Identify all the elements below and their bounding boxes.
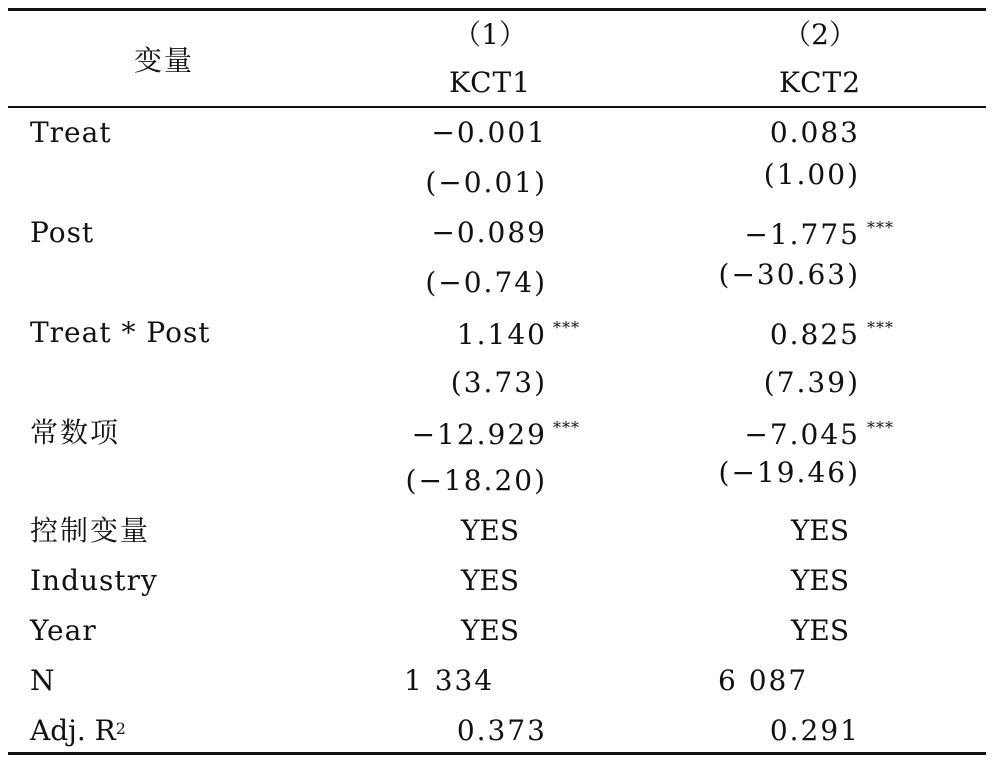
coef-treat-col1: −0.001 (431, 116, 547, 149)
row-label-treat-post: Treat * Post (30, 316, 211, 349)
tstat-treat-col2: (1.00) (763, 158, 860, 191)
industry-col2: YES (790, 564, 850, 597)
stars-treat-post-col1: *** (553, 318, 580, 337)
row-label-post: Post (30, 216, 95, 249)
coef-constant-col1: −12.929 (411, 418, 547, 451)
header-col2-number: （2） (783, 18, 857, 51)
row-label-n: N (30, 664, 55, 697)
controls-col1: YES (460, 514, 520, 547)
header-col1-name: KCT1 (448, 66, 532, 99)
adj-r-text: Adj. R (30, 714, 116, 747)
industry-col1: YES (460, 564, 520, 597)
n-col2: 6 087 (718, 664, 809, 697)
adjr2-col1: 0.373 (456, 714, 547, 747)
row-label-adj-r2 (30, 714, 126, 748)
adjr2-col2: 0.291 (769, 714, 860, 747)
coef-post-col1: −0.089 (431, 216, 547, 249)
row-label-industry: Industry (30, 564, 158, 597)
table-top-rule (8, 8, 986, 11)
year-col2: YES (790, 614, 850, 647)
coef-treat-post-col1: 1.140 (456, 318, 547, 351)
coef-treat-post-col2: 0.825 (769, 318, 860, 351)
year-col1: YES (460, 614, 520, 647)
stars-constant-col1: *** (553, 418, 580, 437)
header-variable: 变量 (134, 44, 195, 77)
adj-r-superscript: 2 (115, 719, 126, 738)
header-col2-name: KCT2 (778, 66, 862, 99)
tstat-constant-col1: (−18.20) (405, 464, 547, 497)
tstat-post-col1: (−0.74) (425, 266, 547, 299)
coef-treat-col2: 0.083 (769, 116, 860, 149)
table-header-rule (8, 106, 986, 108)
stars-post-col2: *** (867, 218, 894, 237)
tstat-treat-post-col2: (7.39) (763, 366, 860, 399)
tstat-post-col2: (−30.63) (718, 258, 860, 291)
controls-col2: YES (790, 514, 850, 547)
row-label-year: Year (30, 614, 97, 647)
header-col1-number: （1） (453, 18, 527, 51)
stars-constant-col2: *** (867, 418, 894, 437)
row-label-controls: 控制变量 (30, 514, 151, 547)
table-bottom-rule (8, 752, 986, 755)
row-label-constant: 常数项 (30, 416, 121, 449)
tstat-treat-post-col1: (3.73) (450, 366, 547, 399)
row-label-treat: Treat (30, 116, 112, 149)
n-col1: 1 334 (404, 664, 495, 697)
coef-post-col2: −1.775 (744, 218, 860, 251)
coef-constant-col2: −7.045 (744, 418, 860, 451)
tstat-treat-col1: (−0.01) (425, 166, 547, 199)
stars-treat-post-col2: *** (867, 318, 894, 337)
tstat-constant-col2: (−19.46) (718, 456, 860, 489)
